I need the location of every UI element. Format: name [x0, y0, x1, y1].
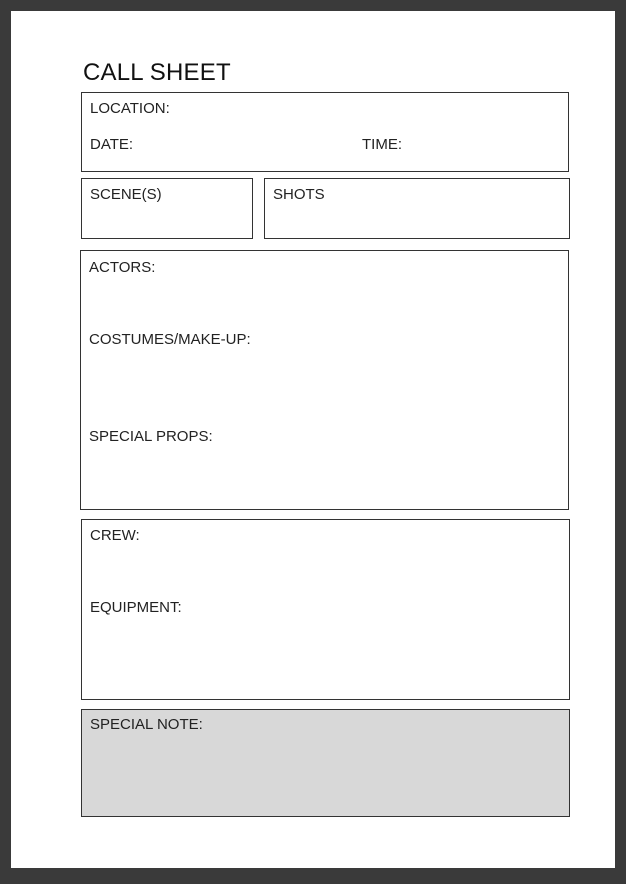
scenes-label: SCENE(S): [90, 186, 162, 203]
page-title: CALL SHEET: [83, 59, 231, 86]
date-label: DATE:: [90, 136, 134, 153]
special-note-box: [81, 709, 570, 817]
time-label: TIME:: [362, 136, 402, 153]
location-date-time-box: [81, 92, 569, 172]
crew-label: CREW:: [90, 527, 140, 544]
equipment-label: EQUIPMENT:: [90, 599, 182, 616]
actors-label: ACTORS:: [89, 259, 156, 276]
shots-box: [264, 178, 570, 239]
crew-box: [81, 519, 570, 700]
cast-box: [80, 250, 569, 510]
document-page: [11, 11, 615, 868]
special-props-label: SPECIAL PROPS:: [89, 428, 213, 445]
location-label: LOCATION:: [90, 100, 170, 117]
shots-label: SHOTS: [273, 186, 325, 203]
costumes-makeup-label: COSTUMES/MAKE-UP:: [89, 331, 251, 348]
scenes-box: [81, 178, 253, 239]
special-note-label: SPECIAL NOTE:: [90, 716, 203, 733]
